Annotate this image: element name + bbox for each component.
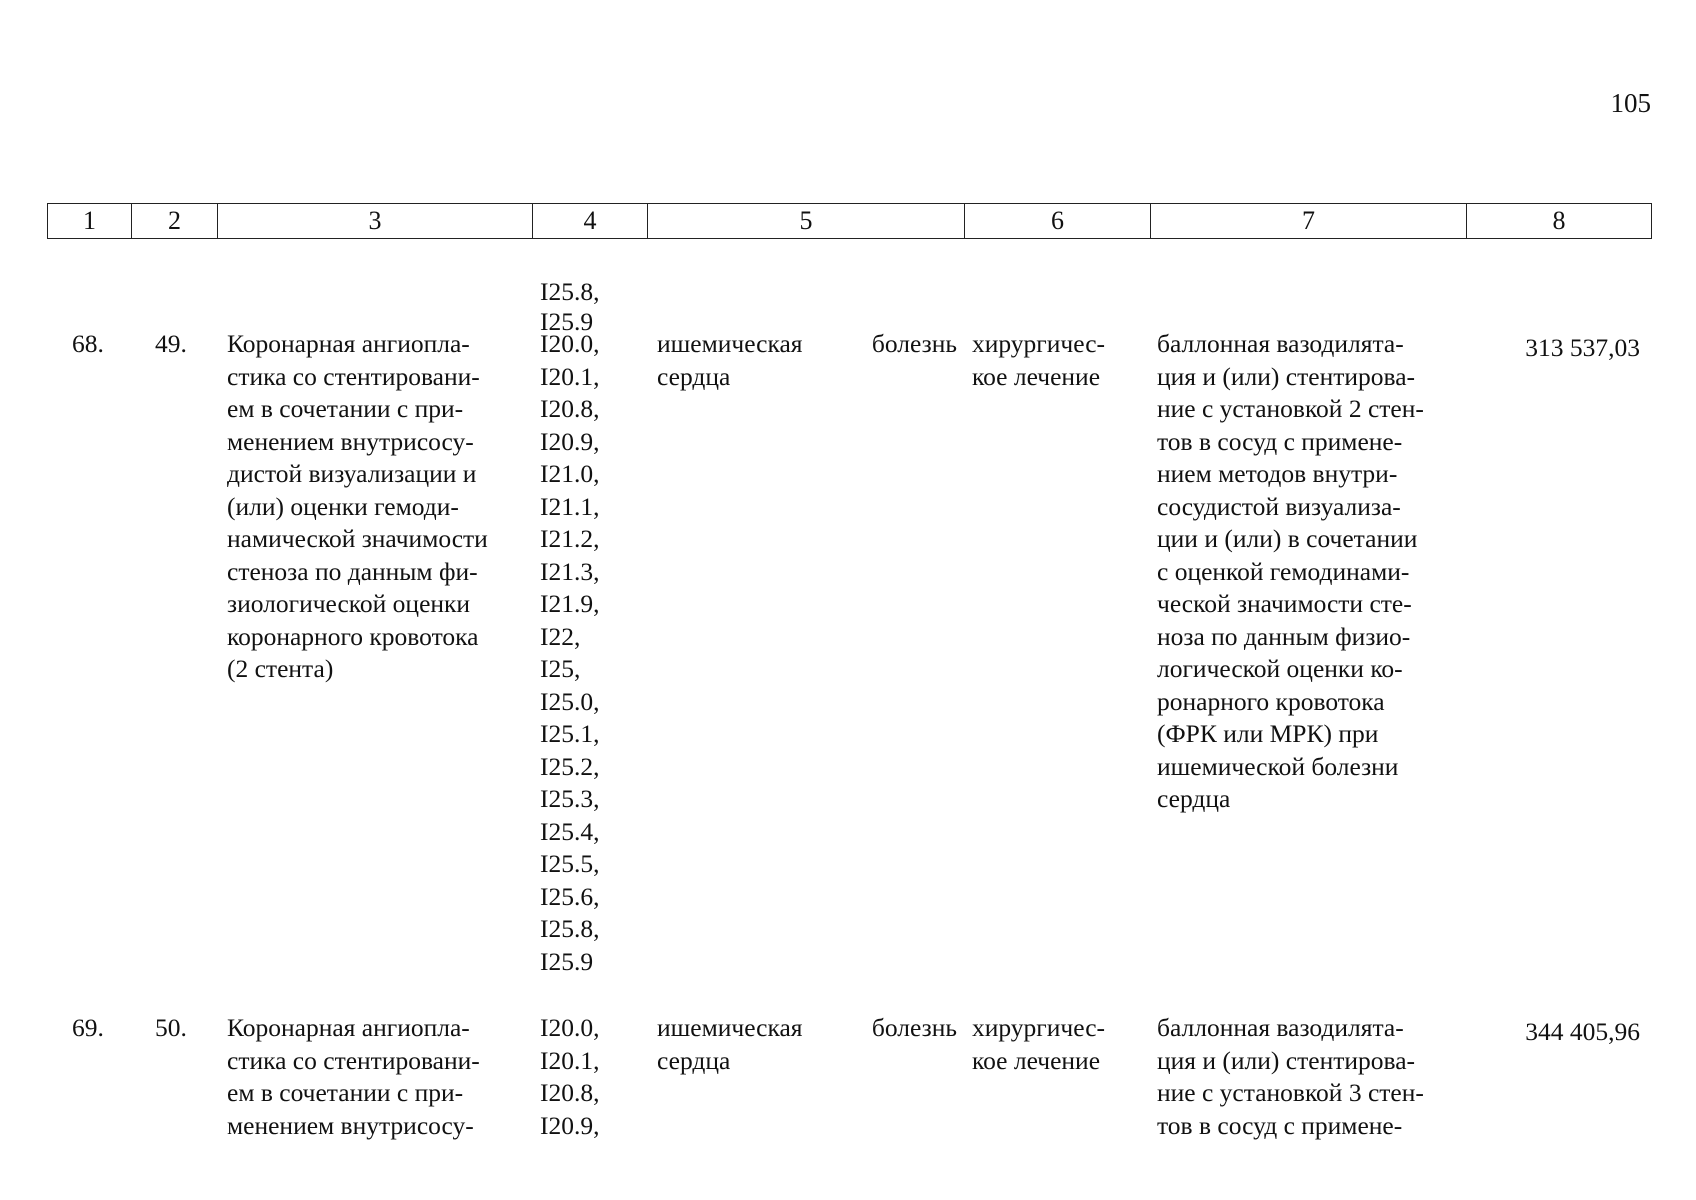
code-item: I20.1, (540, 361, 600, 391)
text-line: хирургичес- (972, 329, 1106, 358)
column-number-row (47, 203, 1652, 239)
group-number: 49. (155, 329, 187, 358)
treatment-type (972, 328, 1122, 393)
column-number-6: 6 (964, 204, 1150, 238)
code-item: I25.8, (540, 277, 600, 306)
text-line: (2 стента) (227, 654, 334, 683)
text-line: кое лечение (972, 1045, 1101, 1075)
code-item: I20.1, (540, 1045, 600, 1075)
code-item: I20.0, (540, 329, 600, 358)
text-line: ем в сочетании с при- (227, 394, 464, 423)
row-number: 69. (72, 1013, 104, 1042)
code-item: I25.0, (540, 686, 600, 716)
column-number-2: 2 (131, 204, 217, 238)
text-line: намической значимости (227, 524, 488, 553)
text-line: ческой значимости сте- (1157, 589, 1412, 618)
code-item: I21.1, (540, 491, 600, 521)
code-item: I25.9 (540, 946, 594, 976)
text-line: с оценкой гемодинами- (1157, 556, 1410, 586)
icd-codes (540, 328, 600, 978)
text-line: тов в сосуд с примене- (1157, 426, 1403, 456)
column-number-5: 5 (647, 204, 964, 238)
diagnosis (657, 328, 957, 393)
text-line: стика со стентировани- (227, 1045, 480, 1075)
treatment-method (1157, 1012, 1457, 1142)
code-item: I25.8, (540, 914, 600, 943)
text-line: хирургичес- (972, 1013, 1106, 1042)
icd-codes (540, 1012, 600, 1142)
code-item: I25.2, (540, 751, 600, 781)
text-line: тов в сосуд с примене- (1157, 1110, 1403, 1140)
text-line: ние с установкой 2 стен- (1157, 394, 1424, 423)
text-line: ронарного кровотока (1157, 686, 1385, 716)
code-item: I20.9, (540, 1110, 600, 1140)
column-number-3: 3 (217, 204, 532, 238)
text-line: ции и (или) в сочетании (1157, 524, 1418, 553)
text-line: Коронарная ангиопла- (227, 1013, 470, 1042)
code-item: I20.0, (540, 1013, 600, 1042)
text-line: коронарного кровотока (227, 621, 479, 651)
column-number-1: 1 (83, 206, 96, 235)
text-line: ишемической болезни (1157, 751, 1399, 781)
text-line: сердца (1157, 784, 1231, 813)
code-item: I21.3, (540, 556, 600, 586)
diagnosis-word: ишемическая (657, 329, 803, 358)
code-item: I20.9, (540, 426, 600, 456)
procedure-name (227, 328, 525, 686)
text-line: кое лечение (972, 361, 1101, 391)
code-item: I21.0, (540, 459, 600, 488)
code-item: I21.2, (540, 524, 600, 553)
text-line: ция и (или) стентирова- (1157, 1045, 1416, 1075)
code-item: I22, (540, 621, 581, 651)
code-item: I21.9, (540, 589, 600, 618)
text-line: баллонная вазодилята- (1157, 329, 1404, 358)
code-item: I25.6, (540, 881, 600, 911)
price: 313 537,03 (1525, 333, 1640, 362)
code-item: I25.1, (540, 719, 600, 748)
table-header (47, 203, 1652, 336)
table-row (47, 1012, 1652, 1192)
code-item: I25.5, (540, 849, 600, 878)
column-number-7: 7 (1150, 204, 1466, 238)
code-item: I20.8, (540, 1078, 600, 1107)
text-line: Коронарная ангиопла- (227, 329, 470, 358)
group-number: 50. (155, 1013, 187, 1042)
text-line: баллонная вазодилята- (1157, 1013, 1404, 1042)
row-number: 68. (72, 329, 104, 358)
table-row (47, 328, 1652, 978)
text-line: ем в сочетании с при- (227, 1078, 464, 1107)
treatment-method (1157, 328, 1457, 816)
text-line: ние с установкой 3 стен- (1157, 1078, 1424, 1107)
code-item: I25.3, (540, 784, 600, 813)
diagnosis (657, 1012, 957, 1077)
text-line: (ФРК или МРК) при (1157, 719, 1379, 748)
text-line: менением внутрисосу- (227, 1110, 474, 1140)
text-line: стеноза по данным фи- (227, 556, 478, 586)
diagnosis-line: сердца (657, 1045, 731, 1075)
text-line: дистой визуализации и (227, 459, 477, 488)
text-line: зиологической оценки (227, 589, 471, 618)
text-line: нием методов внутри- (1157, 459, 1398, 488)
text-line: сосудистой визуализа- (1157, 491, 1401, 521)
procedure-name (227, 1012, 525, 1142)
code-item: I20.8, (540, 394, 600, 423)
code-item: I25.4, (540, 816, 600, 846)
code-item: I25, (540, 654, 581, 683)
diagnosis-word: болезнь (871, 329, 957, 358)
price: 344 405,96 (1525, 1017, 1640, 1046)
text-line: стика со стентировани- (227, 361, 480, 391)
column-number-4: 4 (532, 204, 647, 238)
text-line: (или) оценки гемоди- (227, 491, 459, 521)
text-line: логической оценки ко- (1157, 654, 1403, 683)
treatment-type (972, 1012, 1122, 1077)
column-number-8: 8 (1466, 204, 1651, 238)
text-line: менением внутрисосу- (227, 426, 474, 456)
text-line: ноза по данным физио- (1157, 621, 1411, 651)
diagnosis-line: сердца (657, 361, 731, 391)
page-number: 105 (1610, 88, 1651, 118)
text-line: ция и (или) стентирова- (1157, 361, 1416, 391)
diagnosis-word: болезнь (871, 1013, 957, 1042)
diagnosis-word: ишемическая (657, 1013, 803, 1042)
code-item: I25.9 (540, 307, 594, 336)
